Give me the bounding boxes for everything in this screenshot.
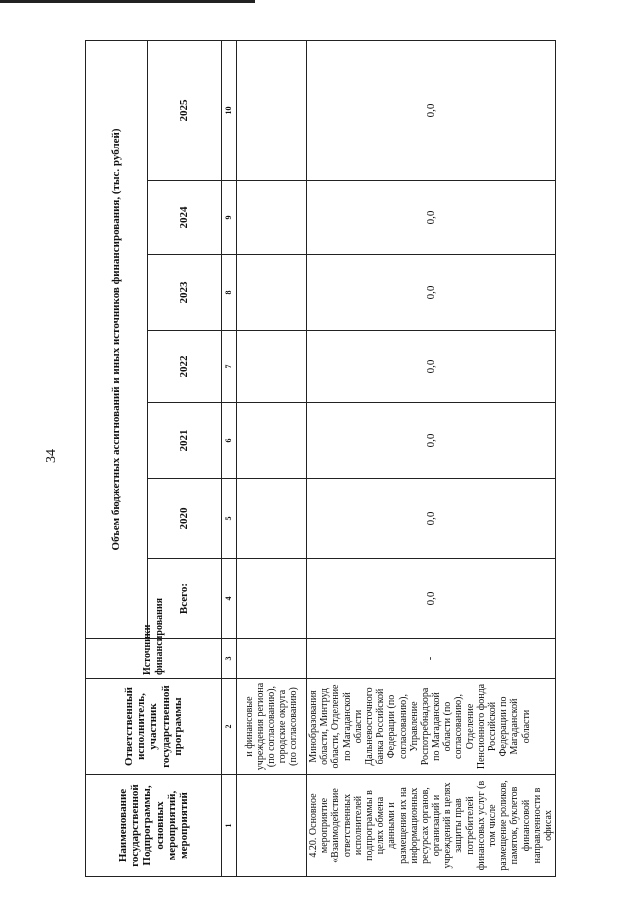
header-year-2023: 2023 (148, 255, 222, 331)
header-source: Источники финансирования (86, 639, 222, 679)
column-number: 8 (222, 255, 237, 331)
row2-2025-value: 0,0 (307, 40, 556, 180)
column-number: 3 (222, 639, 237, 679)
row2-name: 4.20. Основное мероприятие «Взаимодействие ответственных исполнителей подпрограммы в целях обмена данными и размещения их на информационных ресурсах органов, организаций и учреждений в целях защиты прав потребителей финансовых услуг (в том числе размещение роликов, памяток, буклетов финансовой направленности в офисах (307, 775, 556, 877)
header-year-2024: 2024 (148, 181, 222, 255)
header-executor: Ответственный исполнитель, участник государственной программы (86, 679, 222, 775)
column-number: 9 (222, 181, 237, 255)
column-number: 10 (222, 40, 237, 180)
rotated-table-container (85, 41, 554, 877)
row2-total-value: 0,0 (307, 559, 556, 639)
column-number: 2 (222, 679, 237, 775)
header-year-2021: 2021 (148, 403, 222, 479)
column-number: 5 (222, 479, 237, 559)
row2-2023-value: 0,0 (307, 255, 556, 331)
row1-name (237, 775, 307, 877)
row2-source: - (307, 639, 556, 679)
row2-executor: Минобразования области, Минтруд области, Отделение по Магаданской области Дальневосточного банка Российской Федерации (по согласованию), Управление Роспотребнадзора по Магаданской области (по согласованию), Отделение Пенсионного фонда Российской Федерации по Магаданской области (307, 679, 556, 775)
table-row (307, 40, 556, 876)
header-total: Всего: (148, 559, 222, 639)
column-number: 1 (222, 775, 237, 877)
row2-2024-value: 0,0 (307, 181, 556, 255)
row2-2020-value: 0,0 (307, 479, 556, 559)
scan-edge-line (0, 0, 255, 3)
row2-2022-value: 0,0 (307, 331, 556, 403)
table-row (237, 40, 307, 876)
page-number: 34 (44, 449, 59, 463)
header-name: Наименование государственной Подпрограммы, основных мероприятий, мероприятий (86, 775, 222, 877)
column-number-row (222, 40, 237, 876)
header-year-2020: 2020 (148, 479, 222, 559)
financing-table (85, 40, 556, 877)
header-funding-group: Объем бюджетных ассигнований и иных источников финансирования, (тыс. рублей) (86, 40, 148, 638)
header-year-2025: 2025 (148, 40, 222, 180)
column-number: 4 (222, 559, 237, 639)
header-year-2022: 2022 (148, 331, 222, 403)
column-number: 7 (222, 331, 237, 403)
column-number: 6 (222, 403, 237, 479)
row2-2021-value: 0,0 (307, 403, 556, 479)
row1-executor: и финансовые учреждения региона (по согласованию), городские округа (по согласованию) (237, 679, 307, 775)
row1-source (237, 639, 307, 679)
